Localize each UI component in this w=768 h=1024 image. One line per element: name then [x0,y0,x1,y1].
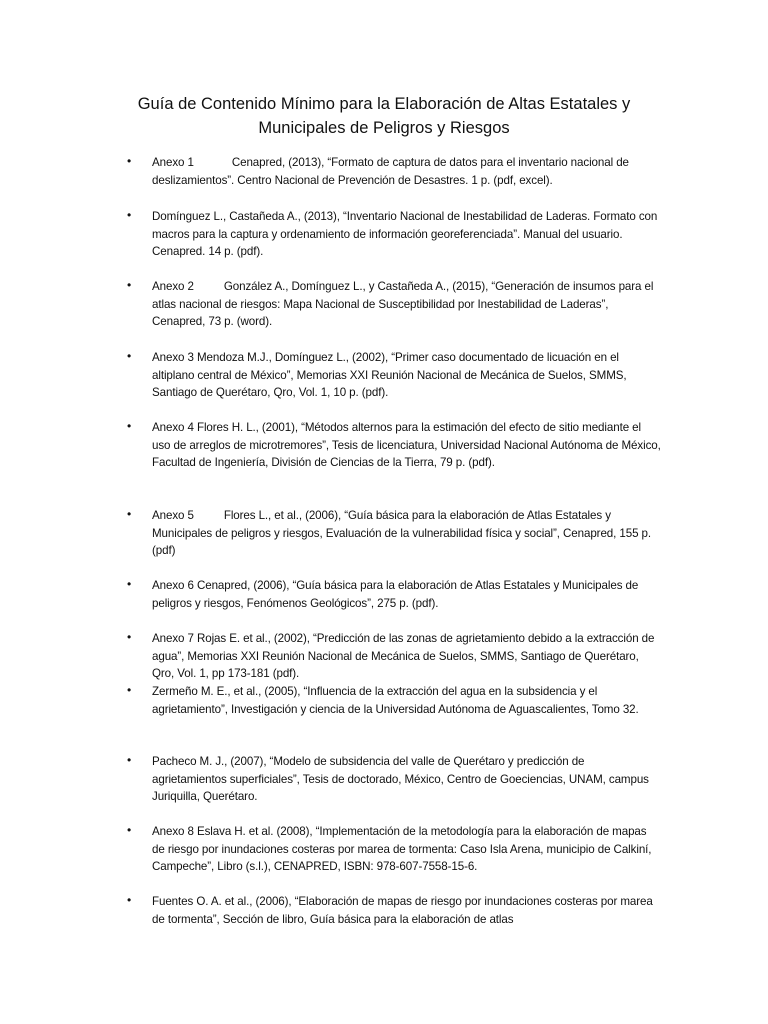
reference-text: Cenapred, (2013), “Formato de captura de datos para el inventario nacional de deslizamientos”. Centro Nacional de Prevención de Desastres. 1 p. (pdf, excel). [152,156,629,187]
annex-label: Anexo 1 [152,156,194,169]
reference-text: Domínguez L., Castañeda A., (2013), “Inventario Nacional de Inestabilidad de Laderas. Formato con macros para la captura y ordenamiento de información georeferenciada”. Manual del usuario. Cenapred. 14 p. (pdf). [152,210,658,258]
reference-text: Pacheco M. J., (2007), “Modelo de subsidencia del valle de Querétaro y predicción de agrietamientos superficiales”, Tesis de doctorado, México, Centro de Goeciencias, UNAM, campus Juriquilla, Querétaro. [152,755,649,803]
list-item [127,630,662,683]
list-item [127,208,662,261]
list-item [127,154,662,189]
reference-text: González A., Domínguez L., y Castañeda A., (2015), “Generación de insumos para el atlas nacional de riesgos: Mapa Nacional de Susceptibilidad por Inestabilidad de Laderas”, Cenapred, 73 p. (word). [152,280,654,328]
reference-text: Fuentes O. A. et al., (2006), “Elaboración de mapas de riesgo por inundaciones costeras por marea de tormenta”, Sección de libro, Guía básica para la elaboración de atlas [152,895,653,926]
title-line-2: Municipales de Peligros y Riesgos [258,119,510,137]
reference-text: Flores L., et al., (2006), “Guía básica para la elaboración de Atlas Estatales y Municipales de peligros y riesgos, Evaluación de la vulnerabilidad física y social”, Cenapred, 155 p. (pdf) [152,509,652,557]
document-title [100,92,668,140]
bullet-icon: • [127,630,132,644]
list-item [127,349,662,402]
bullet-icon: • [127,419,132,433]
bullet-icon: • [127,349,132,363]
bullet-icon: • [127,154,132,168]
list-item [127,577,662,612]
reference-text: Anexo 6 Cenapred, (2006), “Guía básica para la elaboración de Atlas Estatales y Municipales de peligros y riesgos, Fenómenos Geológicos”, 275 p. (pdf). [152,579,639,610]
bullet-icon: • [127,893,132,907]
list-item [127,753,662,806]
annex-label: Anexo 2 [152,280,194,293]
reference-text: Anexo 4 Flores H. L., (2001), “Métodos alternos para la estimación del efecto de sitio mediante el uso de arreglos de microtremores”, Tesis de licenciatura, Universidad Nacional Autónoma de México, Facultad de Ingeniería, División de Ciencias de la Tierra, 79 p. (pdf). [152,421,661,469]
annex-label: Anexo 5 [152,509,194,522]
list-item [127,893,662,928]
bullet-icon: • [127,823,132,837]
reference-text: Anexo 7 Rojas E. et al., (2002), “Predicción de las zonas de agrietamiento debido a la extracción de agua”, Memorias XXI Reunión Nacional de Mecánica de Suelos, SMMS, Santiago de Querétaro, Qro, Vol. 1, pp 173-181 (pdf). [152,632,655,680]
bullet-icon: • [127,753,132,767]
list-item [127,419,662,472]
title-line-1: Guía de Contenido Mínimo para la Elaboración de Altas Estatales y [137,95,631,113]
reference-text: Anexo 3 Mendoza M.J., Domínguez L., (2002), “Primer caso documentado de licuación en el altiplano central de México”, Memorias XXI Reunión Nacional de Mecánica de Suelos, SMMS, Santiago de Querétaro, Qro, Vol. 1, 10 p. (pdf). [152,351,627,399]
bullet-icon: • [127,278,132,292]
list-item [127,683,662,718]
list-item [127,507,662,560]
bullet-icon: • [127,507,132,521]
reference-text: Anexo 8 Eslava H. et al. (2008), “Implementación de la metodología para la elaboración de mapas de riesgo por inundaciones costeras por marea de tormenta: Caso Isla Arena, municipio de Calkiní, Campeche”, Libro (s.l.), CENAPRED, ISBN: 978-607-7558-15-6. [152,825,652,873]
bullet-icon: • [127,208,132,222]
reference-text: Zermeño M. E., et al., (2005), “Influencia de la extracción del agua en la subsidencia y el agrietamiento”, Investigación y ciencia de la Universidad Autónoma de Aguascalientes, Tomo 32. [152,685,639,716]
list-item [127,278,662,331]
bullet-icon: • [127,577,132,591]
list-item [127,823,662,876]
bullet-icon: • [127,683,132,697]
